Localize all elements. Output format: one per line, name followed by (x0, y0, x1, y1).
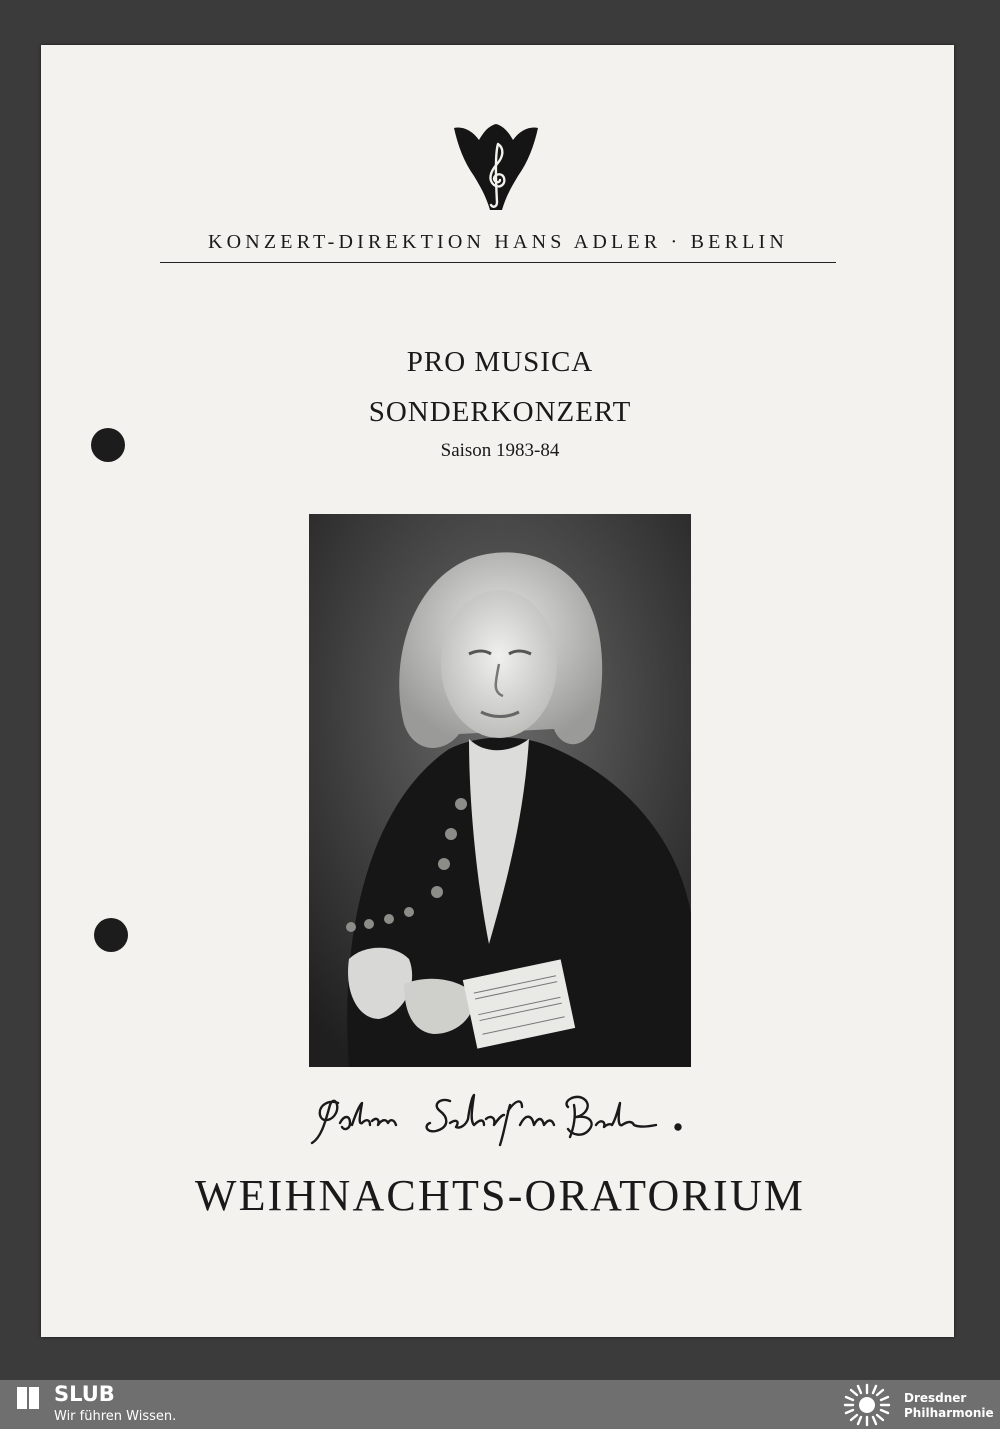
dresdner-philharmonie-sunburst-icon (840, 1382, 894, 1428)
event-title: SONDERKONZERT (368, 396, 632, 428)
slub-book-icon (14, 1384, 42, 1412)
slub-logo-text: SLUB (54, 1382, 115, 1406)
work-title: WEIHNACHTS-ORATORIUM (194, 1171, 806, 1220)
dresdner-philharmonie-line1: Dresdner (904, 1391, 967, 1405)
bach-portrait-image (309, 514, 691, 1067)
bach-signature-image (300, 1075, 700, 1160)
header-divider (160, 262, 836, 263)
eagle-clef-logo-icon (452, 122, 540, 214)
slub-tagline: Wir führen Wissen. (54, 1409, 177, 1424)
concert-agency-line: KONZERT-DIREKTION HANS ADLER · BERLIN (207, 231, 789, 253)
season-label: Saison 1983-84 (440, 440, 560, 461)
punch-hole-top (91, 428, 125, 462)
dresdner-philharmonie-line2: Philharmonie (904, 1406, 994, 1420)
punch-hole-bottom (94, 918, 128, 952)
series-title: PRO MUSICA (406, 346, 594, 378)
